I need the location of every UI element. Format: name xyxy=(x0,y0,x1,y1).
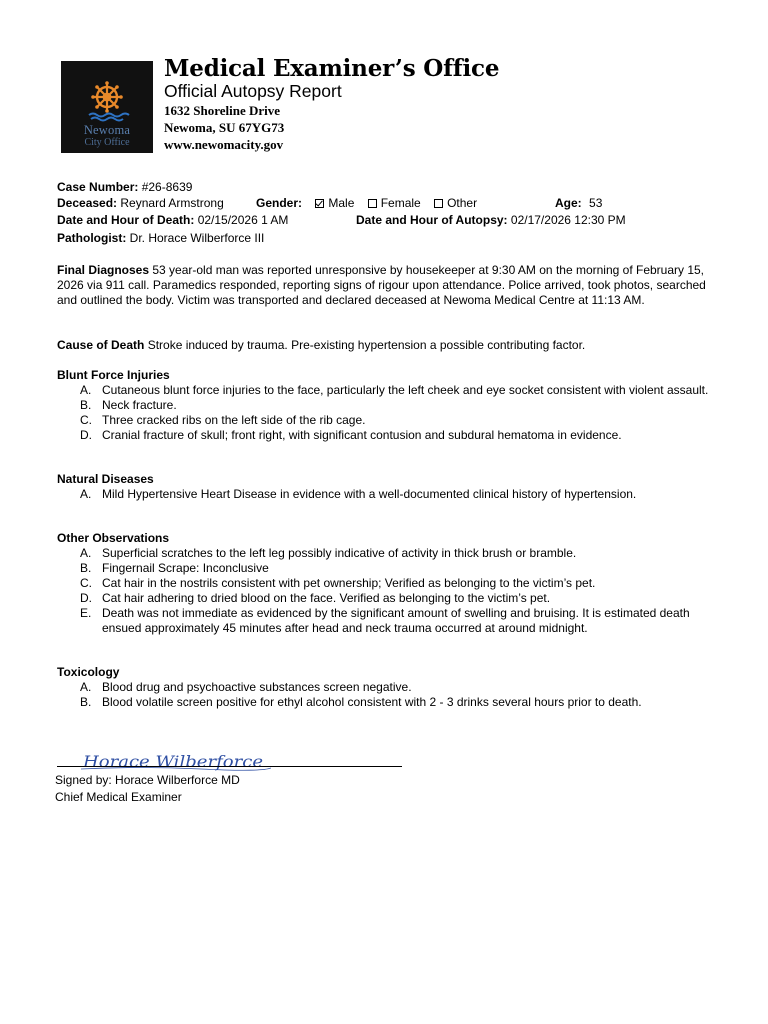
list-item xyxy=(57,398,717,413)
natural-diseases-list xyxy=(57,487,717,502)
gender-male-label: Male xyxy=(328,196,355,210)
deceased-value: Reynard Armstrong xyxy=(120,196,224,210)
death-date-row xyxy=(57,213,288,228)
list-marker: D. xyxy=(80,428,92,442)
gender-other-label: Other xyxy=(447,196,478,210)
pathologist-label: Pathologist: xyxy=(57,231,127,245)
list-item-text: Cranial fracture of skull; front right, with significant contusion and subdural hematoma in evidence. xyxy=(102,428,622,442)
gender-male-checkbox[interactable] xyxy=(315,199,324,208)
handwritten-signature xyxy=(81,750,271,772)
gender-female-label: Female xyxy=(380,196,421,210)
website-link[interactable]: www.newomacity.gov xyxy=(164,137,284,152)
gender-other-checkbox[interactable] xyxy=(434,199,443,208)
blunt-force-heading: Blunt Force Injuries xyxy=(57,368,170,382)
death-date-label: Date and Hour of Death: xyxy=(57,213,195,227)
list-item xyxy=(57,487,717,502)
other-observations-list xyxy=(57,546,717,636)
list-item xyxy=(57,695,717,710)
list-marker: E. xyxy=(80,606,92,620)
list-marker: C. xyxy=(80,413,92,427)
address-street: 1632 Shoreline Drive xyxy=(164,103,281,118)
cause-of-death-paragraph xyxy=(57,338,717,353)
list-item-text: Fingernail Scrape: Inconclusive xyxy=(102,561,269,575)
list-item xyxy=(57,428,717,443)
cause-of-death-text: Stroke induced by trauma. Pre-existing hypertension a possible contributing factor. xyxy=(144,338,586,352)
city-office-logo xyxy=(61,61,153,153)
address-city: Newoma, SU 67YG73 xyxy=(164,120,285,135)
toxicology-heading: Toxicology xyxy=(57,665,120,679)
natural-diseases-heading: Natural Diseases xyxy=(57,472,154,486)
list-marker: A. xyxy=(80,383,92,397)
list-marker: C. xyxy=(80,576,92,590)
final-diagnoses-paragraph xyxy=(57,263,717,308)
death-date-value: 02/15/2026 1 AM xyxy=(197,213,289,227)
gender-female-checkbox[interactable] xyxy=(368,199,377,208)
list-marker: B. xyxy=(80,561,92,575)
list-item xyxy=(57,606,717,636)
case-number-row xyxy=(57,180,192,195)
list-item-text: Three cracked ribs on the left side of the rib cage. xyxy=(102,413,366,427)
signed-by-text: Signed by: Horace Wilberforce MD xyxy=(55,773,240,787)
autopsy-date-row xyxy=(356,213,626,228)
office-title: Medical Examiner’s Office xyxy=(164,55,500,82)
list-item xyxy=(57,576,717,591)
signer-title: Chief Medical Examiner xyxy=(55,790,182,804)
list-marker: A. xyxy=(80,680,92,694)
list-item-text: Cat hair adhering to dried blood on the face. Verified as belonging to the victim’s pet. xyxy=(102,591,551,605)
pathologist-value: Dr. Horace Wilberforce III xyxy=(129,231,265,245)
age-row xyxy=(555,196,602,211)
list-item-text: Cutaneous blunt force injuries to the face, particularly the left cheek and eye socket consistent with violent assault. xyxy=(102,383,709,397)
deceased-row xyxy=(57,196,224,211)
list-item-text: Blood drug and psychoactive substances screen negative. xyxy=(102,680,412,694)
other-observations-heading: Other Observations xyxy=(57,531,170,545)
age-value: 53 xyxy=(589,196,603,210)
gender-row xyxy=(256,196,477,211)
list-item xyxy=(57,383,717,398)
list-item xyxy=(57,413,717,428)
deceased-label: Deceased: xyxy=(57,196,118,210)
logo-name: Newoma xyxy=(83,123,131,137)
autopsy-date-value: 02/17/2026 12:30 PM xyxy=(510,213,626,227)
svg-text:Horace Wilberforce: Horace Wilberforce xyxy=(81,752,263,771)
list-marker: B. xyxy=(80,398,92,412)
case-number-value: #26-8639 xyxy=(141,180,193,194)
case-number-label: Case Number: xyxy=(57,180,139,194)
list-item xyxy=(57,546,717,561)
list-item-text: Superficial scratches to the left leg possibly indicative of activity in thick brush or bramble. xyxy=(102,546,577,560)
list-item xyxy=(57,680,717,695)
gender-label: Gender: xyxy=(256,196,303,210)
logo-subtitle: City Office xyxy=(84,137,130,148)
autopsy-date-label: Date and Hour of Autopsy: xyxy=(356,213,508,227)
pathologist-row xyxy=(57,231,264,246)
list-item-text: Blood volatile screen positive for ethyl alcohol consistent with 2 - 3 drinks several hours prior to death. xyxy=(102,695,642,709)
list-marker: A. xyxy=(80,487,92,501)
list-marker: D. xyxy=(80,591,92,605)
report-title: Official Autopsy Report xyxy=(164,81,342,101)
cause-of-death-label: Cause of Death xyxy=(57,338,145,352)
signer-info xyxy=(55,772,240,806)
list-marker: A. xyxy=(80,546,92,560)
final-diagnoses-label: Final Diagnoses xyxy=(57,263,150,277)
age-label: Age: xyxy=(555,196,582,210)
signature-line xyxy=(57,766,402,767)
blunt-force-list xyxy=(57,383,717,443)
final-diagnoses-text: 53 year-old man was reported unresponsive by housekeeper at 9:30 AM on the morning of February 15, 2026 via 911 call. Paramedics responded, reporting signs of rigour upon attendance. Police arrived, took photos, searched and outlined the body. Victim was transported and declared deceased at Newoma Medical Centre at 11:13 AM. xyxy=(57,263,706,307)
list-marker: B. xyxy=(80,695,92,709)
toxicology-list xyxy=(57,680,717,710)
list-item-text: Cat hair in the nostrils consistent with pet ownership; Verified as belonging to the victim’s pet. xyxy=(102,576,596,590)
signature-block xyxy=(53,728,403,804)
list-item xyxy=(57,591,717,606)
list-item-text: Mild Hypertensive Heart Disease in evidence with a well-documented clinical history of hypertension. xyxy=(102,487,637,501)
list-item-text: Death was not immediate as evidenced by the significant amount of swelling and bruising. It is estimated death ensued approximately 45 minutes after head and neck trauma occurred at around midnight. xyxy=(102,606,690,635)
list-item xyxy=(57,561,717,576)
list-item-text: Neck fracture. xyxy=(102,398,177,412)
